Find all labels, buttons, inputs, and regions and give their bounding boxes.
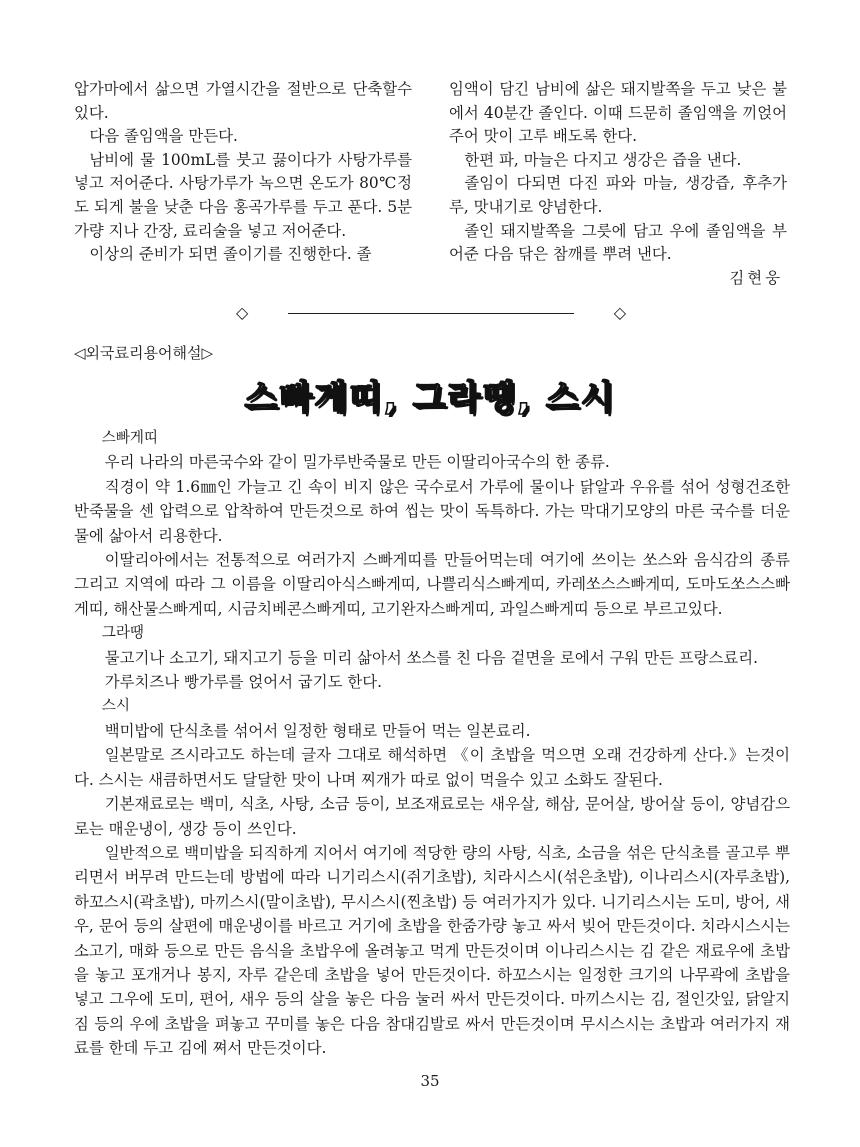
page-number: 35 [420, 1072, 440, 1090]
paragraph: 이딸리아에서는 전통적으로 여러가지 스빠게띠를 만들어먹는데 여기에 쓰이는 쏘스와 음식감의 종류 그리고 지역에 따라 그 이름을 이딸리아식스빠게띠, 나쁠리식스빠게띠, 카레쏘스스빠게띠, 도마도쏘스스빠게띠, 해산물스빠게띠, 시금치베콘스빠게띠, 고기완자스빠게띠, 과일스빠게띠 등으로 부르고있다. [74, 551, 790, 618]
paragraph: 임액이 담긴 남비에 삶은 돼지발쪽을 두고 낮은 불에서 40분간 졸인다. 이때 드문히 졸임액을 끼얹어주어 맛이 고루 배도록 한다. [449, 80, 787, 146]
paragraph: 직경이 약 1.6㎜인 가늘고 긴 속이 비지 않은 국수로서 가루에 물이나 닭알과 우유를 섞어 성형건조한 반죽물을 센 압력으로 압착하여 만든것으로 하여 씹는 맛이 독특하다. 가는 막대기모양의 마른 국수를 더운물에 삶아서 리용한다. [74, 477, 790, 545]
paragraph: 졸인 돼지발쪽을 그릇에 담고 우에 졸임액을 부어준 다음 닦은 참깨를 뿌려 낸다. [449, 221, 787, 264]
article-title: 스빠게띠, 그라땡, 스시 [244, 378, 616, 418]
paragraph: 일본말로 즈시라고도 하는데 글자 그대로 해석하면 《이 초밥을 먹으면 오래 건강하게 산다.》는것이다. 스시는 새큼하면서도 달달한 맛이 나며 찌개가 따로 없이 먹을수 있고 소화도 잘된다. [74, 746, 790, 789]
paragraph: 한편 파, 마늘은 다지고 생강은 즙을 낸다. [464, 150, 742, 169]
author-signature: 김현웅 [729, 268, 783, 287]
term-heading: 스시 [101, 697, 130, 715]
paragraph: 기본재료로는 백미, 식초, 사탕, 소금 등이, 보조재료로는 새우살, 해삼, 문어살, 방어살 등이, 양념감으로는 매운냉이, 생강 등이 쓰인다. [74, 795, 790, 838]
paragraph: 가루치즈나 빵가루를 얹어서 굽기도 한다. [104, 673, 383, 692]
article-body [74, 426, 790, 1061]
diamond-icon: ◇ [613, 303, 626, 322]
paragraph: 일반적으로 백미밥을 되직하게 지어서 여기에 적당한 량의 사탕, 식초, 소금을 섞은 단식초를 골고루 뿌리면서 버무려 만드는데 방법에 따라 니기리스시(쥐기초밥), 치라시스시(섞은초밥), 이나리스시(자루초밥), 하꼬스시(곽초밥), 마끼스시(말이초밥), 무시스시(찐초밥) 등 여러가지가 있다. 니기리스시는 도미, 방어, 새우, 문어 등의 살편에 매운냉이를 바르고 거기에 초밥을 한줌가량 놓고 싸서 빚어 만든것이다. 치라시스시는 소고기, 매화 등으로 만든 음식을 초밥우에 올려놓고 먹게 만든것이며 이나리스시는 김 같은 재료우에 초밥을 놓고 포개거나 봉지, 자루 같은데 초밥을 넣어 만든것이다. 하꼬스시는 일정한 크기의 나무곽에 초밥을 넣고 그우에 도미, 편어, 새우 등의 살을 놓은 다음 눌러 싸서 만든것이다. 마끼스시는 김, 절인갓잎, 닭알지짐 등의 우에 초밥을 펴놓고 꾸미를 놓은 다음 참대김발로 싸서 만든것이며 무시스시는 초밥과 여러가지 재료를 한데 두고 김에 쪄서 만든것이다. [74, 843, 790, 1058]
divider-line [288, 313, 574, 314]
paragraph: 졸임이 다되면 다진 파와 마늘, 생강즙, 후추가루, 맛내기로 양념한다. [449, 174, 787, 216]
series-label: ◁외국료리용어해설▷ [74, 344, 213, 362]
paragraph: 백미밥에 단식초를 섞어서 일정한 형태로 만들어 먹는 일본료리. [104, 721, 531, 740]
paragraph: 남비에 물 100mL를 붓고 끓이다가 사탕가루를 넣고 저어준다. 사탕가루가 녹으면 온도가 80℃정도 되게 불을 낮춘 다음 홍곡가루를 두고 푼다. 5분가량 지나 간장, 료리술을 넣고 저어준다. [74, 150, 412, 240]
top-left-column [74, 78, 412, 267]
term-heading: 그라땡 [101, 624, 145, 642]
paragraph: 이상의 준비가 되면 졸이기를 진행한다. 졸 [89, 245, 372, 264]
diamond-icon: ◇ [236, 303, 249, 322]
paragraph: 다음 졸임액을 만든다. [89, 127, 238, 146]
paragraph: 압가마에서 삶으면 가열시간을 절반으로 단축할수 있다. [74, 80, 412, 122]
paragraph: 물고기나 소고기, 돼지고기 등을 미리 삶아서 쏘스를 친 다음 겉면을 로에서 구워 만든 프랑스료리. [104, 648, 759, 667]
term-heading: 스빠게띠 [101, 429, 159, 446]
section-divider [236, 303, 626, 323]
paragraph: 우리 나라의 마른국수와 같이 밀가루반죽물로 만든 이딸리아국수의 한 종류. [104, 453, 610, 472]
top-right-column [449, 78, 787, 290]
